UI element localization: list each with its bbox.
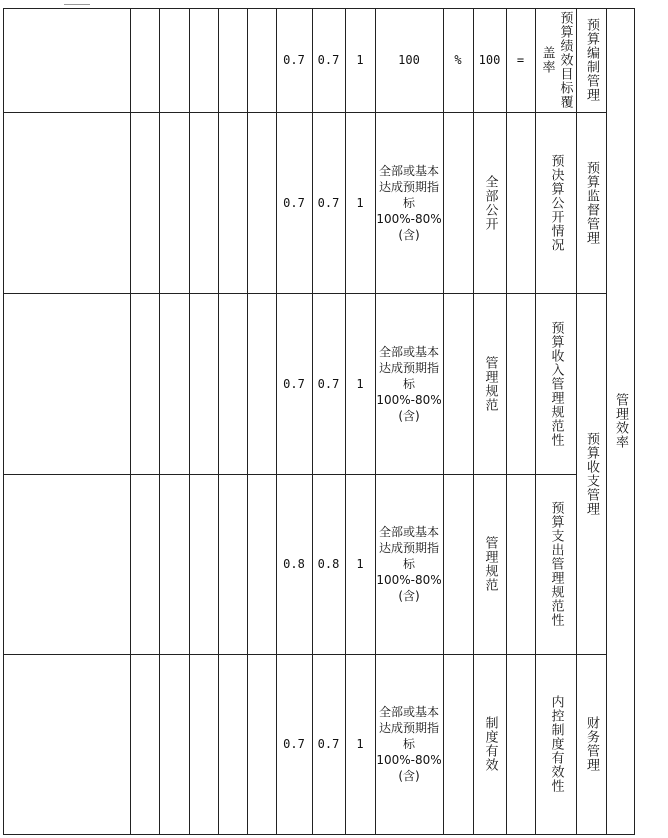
grid-hline <box>3 654 606 655</box>
weight-value: 1 <box>356 557 364 571</box>
final-score-value: 0.8 <box>283 557 305 571</box>
unit-value: % <box>454 53 462 67</box>
level2-label: 预算收支管理 <box>584 431 599 516</box>
grid-hline <box>3 834 635 835</box>
target-value: 管理规范 <box>482 536 498 592</box>
grid-vline <box>312 8 313 834</box>
target-value: 制度有效 <box>482 716 498 772</box>
final-score-cell <box>276 112 312 293</box>
level3-cell <box>535 654 576 834</box>
weight-cell <box>345 112 375 293</box>
target-cell <box>473 112 506 293</box>
grid-vline <box>189 8 190 834</box>
grid-vline <box>535 8 536 834</box>
operator-value: = <box>516 53 525 67</box>
target-value: 管理规范 <box>482 355 498 412</box>
weight-cell <box>345 8 375 112</box>
final-score-cell <box>276 293 312 474</box>
grid-vline <box>506 8 507 834</box>
criterion-cell <box>375 654 443 834</box>
weight-cell <box>345 474 375 654</box>
grid-vline <box>276 8 277 834</box>
criterion-value: 100 <box>398 53 420 67</box>
grid-vline <box>443 8 444 834</box>
final-score-value: 0.7 <box>283 737 305 751</box>
score-value: 0.8 <box>317 557 340 571</box>
criterion-cell <box>375 474 443 654</box>
unit-cell <box>443 8 473 112</box>
score-cell <box>312 8 345 112</box>
criterion-value: 全部或基本达成预期指标100%-80%(含) <box>376 344 442 423</box>
level3-label: 预决算公开情况 <box>548 153 564 252</box>
level3-label: 预算收入管理规范性 <box>548 320 564 447</box>
level3-label: 预算支出管理规范性 <box>548 501 564 627</box>
grid-vline <box>3 8 4 834</box>
level1-cell <box>606 8 634 834</box>
score-value: 0.7 <box>317 376 340 391</box>
score-value: 0.7 <box>317 737 340 751</box>
final-score-value: 0.7 <box>283 53 305 67</box>
weight-cell <box>345 654 375 834</box>
grid-hline <box>3 293 606 294</box>
target-cell <box>473 8 506 112</box>
level3-cell <box>535 8 576 112</box>
operator-cell <box>506 8 535 112</box>
grid-hline <box>3 112 606 113</box>
final-score-cell <box>276 654 312 834</box>
criterion-value: 全部或基本达成预期指标100%-80%(含) <box>376 525 442 603</box>
level2-label: 预算监督管理 <box>584 160 599 245</box>
weight-value: 1 <box>356 737 364 751</box>
weight-value: 1 <box>356 53 364 67</box>
level2-label: 预算编制管理 <box>584 18 599 102</box>
score-cell <box>312 654 345 834</box>
score-value: 0.7 <box>317 195 340 210</box>
criterion-cell <box>375 293 443 474</box>
weight-value: 1 <box>356 195 364 210</box>
grid-vline <box>606 8 607 834</box>
grid-vline <box>247 8 248 834</box>
target-value: 全部公开 <box>482 174 498 231</box>
final-score-value: 0.7 <box>283 376 305 391</box>
weight-value: 1 <box>356 376 364 391</box>
grid-vline <box>576 8 577 834</box>
level2-cell-budget-supervise <box>576 112 606 293</box>
level3-label: 内控制度有效性 <box>548 695 564 793</box>
score-cell <box>312 112 345 293</box>
criterion-cell <box>375 112 443 293</box>
target-cell <box>473 654 506 834</box>
page-corner-mark <box>64 4 90 5</box>
target-cell <box>473 474 506 654</box>
level2-cell-finance <box>576 654 606 834</box>
weight-cell <box>345 293 375 474</box>
grid-vline <box>634 8 635 834</box>
grid-vline <box>218 8 219 834</box>
score-cell <box>312 474 345 654</box>
criterion-cell <box>375 8 443 112</box>
level3-cell <box>535 112 576 293</box>
target-value: 100 <box>478 53 501 67</box>
final-score-value: 0.7 <box>283 195 305 210</box>
grid-hline <box>3 474 576 475</box>
final-score-cell <box>276 8 312 112</box>
level2-cell-budget-revenue-expense <box>576 293 606 654</box>
grid-vline <box>375 8 376 834</box>
grid-vline <box>473 8 474 834</box>
target-cell <box>473 293 506 474</box>
level3-cell <box>535 293 576 474</box>
final-score-cell <box>276 474 312 654</box>
level3-label: 预算绩效目标覆盖率 <box>539 11 573 109</box>
level1-label: 管理效率 <box>613 393 628 449</box>
score-value: 0.7 <box>317 53 340 67</box>
grid-vline <box>130 8 131 834</box>
grid-vline <box>345 8 346 834</box>
level2-label: 财务管理 <box>584 716 599 772</box>
criterion-value: 全部或基本达成预期指标100%-80%(含) <box>376 163 442 242</box>
score-cell <box>312 293 345 474</box>
grid-vline <box>159 8 160 834</box>
grid-hline <box>3 8 635 9</box>
level2-cell-budget-compile <box>576 8 606 112</box>
level3-cell <box>535 474 576 654</box>
criterion-value: 全部或基本达成预期指标100%-80%(含) <box>376 705 442 783</box>
